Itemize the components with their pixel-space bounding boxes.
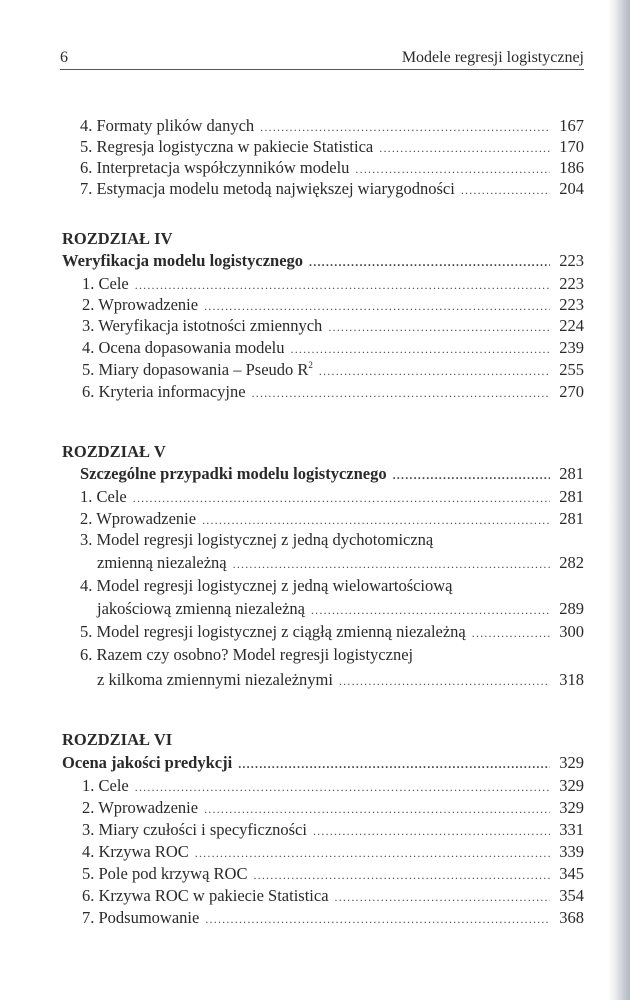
toc-entry-label: 3. Weryfikacja istotności zmiennych [82, 316, 328, 336]
dot-leader [133, 487, 550, 507]
toc-entry-page: 354 [559, 886, 584, 905]
dot-leader [238, 753, 550, 773]
running-title: Modele regresji logistycznej [401, 49, 584, 66]
toc-entry[interactable] [80, 156, 584, 178]
toc-entry-page: 329 [559, 776, 584, 795]
toc-entry-page: 318 [559, 670, 584, 689]
toc-entry-label: 1. Cele [82, 274, 135, 294]
dot-leader [339, 670, 550, 690]
toc-entry-label-line2: jakościową zmienną niezależną [97, 599, 311, 619]
dot-leader [202, 509, 550, 529]
dot-leader [393, 464, 550, 484]
toc-entry-label-line1[interactable]: 4. Model regresji logistycznej z jedną wielowartościową [80, 576, 453, 595]
toc-entry[interactable] [82, 906, 584, 928]
toc-entry-label-line2: z kilkoma zmiennymi niezależnymi [97, 670, 339, 690]
chapter-title: Weryfikacja modelu logistycznego [62, 251, 309, 271]
toc-entry-label: 6. Krzywa ROC w pakiecie Statistica [82, 886, 335, 906]
toc-entry[interactable] [82, 314, 584, 336]
toc-entry-label: 2. Wprowadzenie [82, 798, 204, 818]
dot-leader [355, 158, 550, 178]
dot-leader [205, 908, 550, 928]
chapter-heading: ROZDZIAŁ VI [62, 730, 173, 749]
toc-entry-page: 331 [559, 820, 584, 839]
toc-entry-page: 282 [559, 553, 584, 572]
toc-entry-page: 186 [559, 158, 584, 177]
chapter-heading: ROZDZIAŁ V [62, 442, 166, 461]
dot-leader [472, 622, 550, 642]
toc-entry[interactable] [80, 135, 584, 157]
toc-entry[interactable] [80, 620, 584, 642]
toc-entry[interactable] [82, 272, 584, 294]
toc-entry[interactable] [97, 668, 584, 690]
toc-entry-page: 345 [559, 864, 584, 883]
running-header [60, 47, 584, 70]
toc-entry-page: 255 [559, 360, 584, 379]
dot-leader [260, 116, 550, 136]
dot-leader [335, 886, 550, 906]
toc-entry-page: 170 [559, 137, 584, 156]
toc-entry-page: 300 [559, 622, 584, 641]
toc-entry-page: 329 [559, 753, 584, 772]
dot-leader [309, 251, 550, 271]
chapter-title: Ocena jakości predykcji [62, 753, 238, 773]
superscript: 2 [308, 360, 313, 370]
toc-entry[interactable] [82, 774, 584, 796]
toc-entry[interactable] [82, 336, 584, 358]
dot-leader [313, 820, 550, 840]
toc-entry-page: 368 [559, 908, 584, 927]
toc-entry-label: 5. Pole pod krzywą ROC [82, 864, 253, 884]
dot-leader [135, 776, 550, 796]
toc-entry-label: 7. Podsumowanie [82, 908, 205, 928]
toc-entry[interactable] [82, 796, 584, 818]
toc-entry-label: 5. Model regresji logistycznej z ciągłą zmienną niezależną [80, 622, 472, 642]
chapter-title-entry[interactable] [80, 462, 584, 484]
dot-leader [233, 553, 550, 573]
dot-leader [319, 360, 550, 380]
toc-entry[interactable] [80, 177, 584, 199]
toc-entry-page: 223 [559, 251, 584, 270]
toc-entry-label: 4. Krzywa ROC [82, 842, 195, 862]
toc-entry-label-text: 5. Miary dopasowania – Pseudo R [82, 360, 309, 379]
toc-entry[interactable] [82, 818, 584, 840]
toc-entry-label: 2. Wprowadzenie [82, 295, 204, 315]
dot-leader [328, 316, 550, 336]
toc-entry-label: 4. Ocena dopasowania modelu [82, 338, 291, 358]
chapter-title-entry[interactable] [62, 249, 584, 271]
toc-entry-label-line1[interactable]: 6. Razem czy osobno? Model regresji logistycznej [80, 645, 414, 664]
toc-entry-page: 270 [559, 382, 584, 401]
toc-entry-label-line1[interactable]: 3. Model regresji logistycznej z jedną dychotomiczną [80, 530, 434, 549]
toc-entry[interactable] [80, 507, 584, 529]
dot-leader [204, 798, 550, 818]
toc-entry[interactable] [97, 597, 584, 619]
toc-entry-page: 167 [559, 116, 584, 135]
toc-entry-label: 5. Regresja logistyczna w pakiecie Statistica [80, 137, 379, 157]
toc-entry-page: 239 [559, 338, 584, 357]
dot-leader [461, 179, 550, 199]
toc-entry-label: 1. Cele [82, 776, 135, 796]
toc-entry-page: 224 [559, 316, 584, 335]
chapter-title-entry[interactable] [62, 751, 584, 773]
dot-leader [195, 842, 550, 862]
dot-leader [291, 338, 550, 358]
toc-entry-page: 329 [559, 798, 584, 817]
toc-entry-page: 339 [559, 842, 584, 861]
toc-entry[interactable] [82, 840, 584, 862]
dot-leader [204, 295, 550, 315]
toc-entry-label: 7. Estymacja modelu metodą największej wiarygodności [80, 179, 461, 199]
chapter-heading: ROZDZIAŁ IV [62, 229, 173, 248]
toc-entry-page: 281 [559, 509, 584, 528]
dot-leader [253, 864, 550, 884]
toc-entry-label [82, 360, 319, 380]
toc-entry-label: 4. Formaty plików danych [80, 116, 260, 136]
toc-entry-page: 281 [559, 464, 584, 483]
toc-entry-label: 1. Cele [80, 487, 133, 507]
toc-entry-page: 223 [559, 295, 584, 314]
toc-entry-label: 3. Miary czułości i specyficzności [82, 820, 313, 840]
toc-entry-label: 2. Wprowadzenie [80, 509, 202, 529]
book-page-edge [608, 0, 630, 1000]
toc-entry-page: 289 [559, 599, 584, 618]
dot-leader [311, 599, 550, 619]
toc-entry[interactable] [82, 380, 584, 402]
toc-entry[interactable] [97, 551, 584, 573]
toc-entry-page: 281 [559, 487, 584, 506]
dot-leader [379, 137, 550, 157]
toc-entry[interactable] [82, 884, 584, 906]
toc-entry-label: 6. Interpretacja współczynników modelu [80, 158, 355, 178]
toc-entry-page: 223 [559, 274, 584, 293]
toc-entry[interactable] [80, 485, 584, 507]
toc-entry-label-line2: zmienną niezależną [97, 553, 233, 573]
page-number: 6 [60, 49, 68, 66]
toc-entry-page: 204 [559, 179, 584, 198]
chapter-title: Szczególne przypadki modelu logistycznego [80, 464, 393, 484]
dot-leader [252, 382, 550, 402]
dot-leader [135, 274, 550, 294]
toc-entry[interactable] [82, 293, 584, 315]
toc-entry[interactable] [82, 862, 584, 884]
toc-entry[interactable] [80, 114, 584, 136]
toc-entry[interactable] [82, 358, 584, 380]
toc-entry-label: 6. Kryteria informacyjne [82, 382, 252, 402]
